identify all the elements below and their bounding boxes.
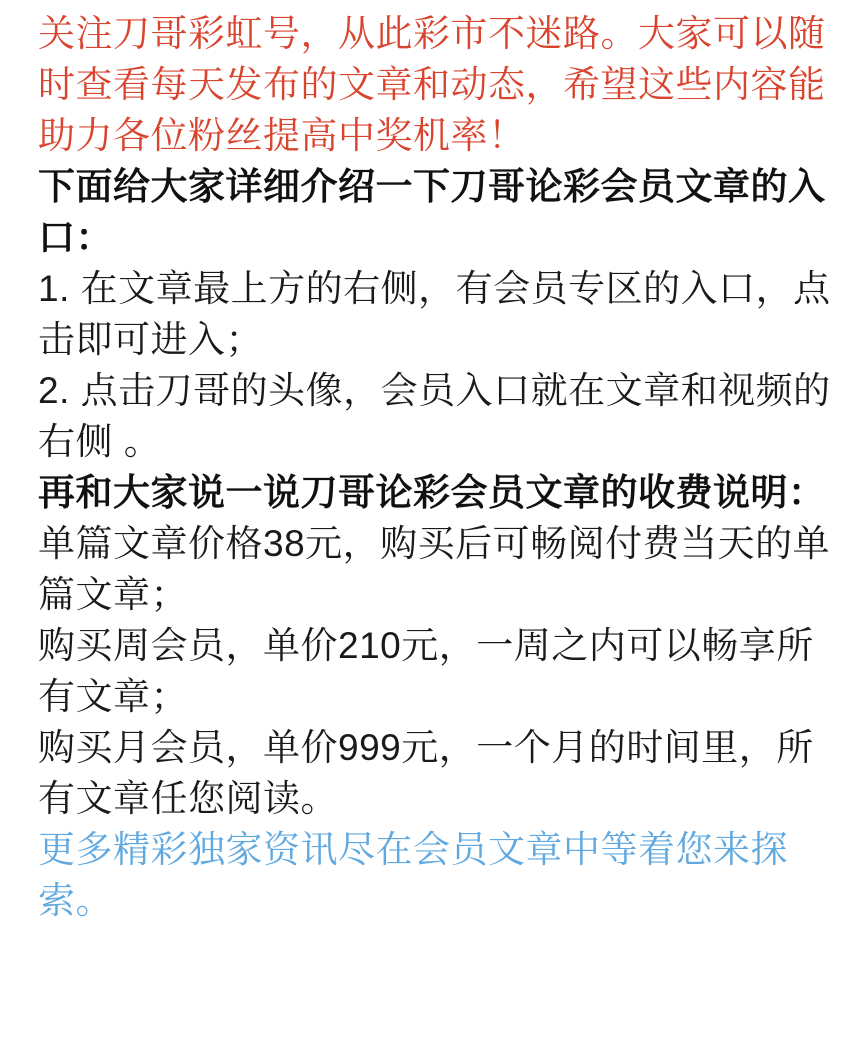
paragraph-price-week: 购买周会员，单价210元，一周之内可以畅享所有文章； bbox=[38, 625, 814, 717]
paragraph-entry-item-1: 1. 在文章最上方的右侧，有会员专区的入口，点击即可进入； bbox=[38, 268, 831, 360]
paragraph-heading-pricing: 再和大家说一说刀哥论彩会员文章的收费说明： bbox=[38, 472, 826, 513]
paragraph-intro-red: 关注刀哥彩虹号，从此彩市不迷路。大家可以随时查看每天发布的文章和动态，希望这些内容能助力各位粉丝提高中奖机率！ bbox=[38, 13, 826, 156]
paragraph-entry-item-2: 2. 点击刀哥的头像，会员入口就在文章和视频的右侧 。 bbox=[38, 370, 831, 462]
paragraph-closing-blue: 更多精彩独家资讯尽在会员文章中等着您来探索。 bbox=[38, 829, 788, 921]
paragraph-price-month: 购买月会员，单价999元，一个月的时间里，所有文章任您阅读。 bbox=[38, 727, 814, 819]
paragraph-heading-entry: 下面给大家详细介绍一下刀哥论彩会员文章的入口： bbox=[38, 166, 826, 258]
paragraph-price-single: 单篇文章价格38元，购买后可畅阅付费当天的单篇文章； bbox=[38, 523, 831, 615]
